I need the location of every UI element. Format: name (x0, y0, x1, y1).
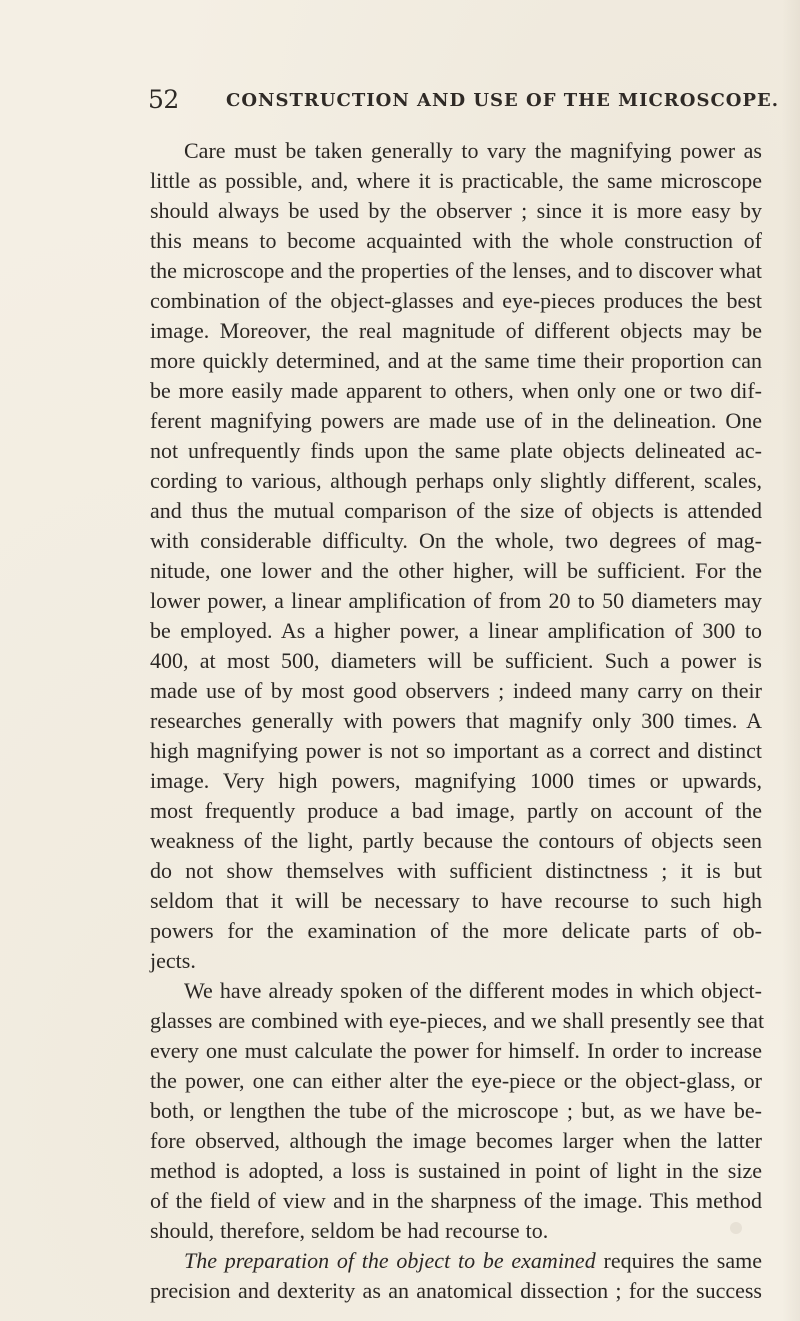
text-line: every one must calculate the power for himself. In order to increase (150, 1038, 762, 1063)
text-line: seldom that it will be necessary to have recourse to such high (150, 888, 762, 913)
text-line: this means to become acquainted with the whole construction of (150, 228, 762, 253)
italic-lead: The preparation of the object to be examined (184, 1248, 596, 1273)
chapter-title: CONSTRUCTION AND USE OF THE MICROSCOPE. (226, 90, 779, 111)
text-line: not unfrequently finds upon the same plate objects delineated ac- (150, 438, 762, 463)
page-number: 52 (148, 85, 179, 114)
text-line: do not show themselves with sufficient distinctness ; it is but (150, 858, 762, 883)
text-line: of the field of view and in the sharpness of the image. This method (150, 1188, 762, 1213)
text-line: high magnifying power is not so important as a correct and distinct (150, 738, 762, 763)
running-head (0, 0, 800, 120)
text-line: weakness of the light, partly because the contours of objects seen (150, 828, 762, 853)
text-line: researches generally with powers that magnify only 300 times. A (150, 708, 762, 733)
paragraph-3 (150, 1246, 762, 1306)
text-line: be more easily made apparent to others, when only one or two dif- (150, 378, 762, 403)
text-line: combination of the object-glasses and eye-pieces produces the best (150, 288, 762, 313)
paragraph-1 (150, 136, 762, 976)
paragraph-3-lead-line (150, 1246, 762, 1276)
text-line: made use of by most good observers ; indeed many carry on their (150, 678, 762, 703)
text-line: jects. (150, 948, 196, 973)
text-line: fore observed, although the image becomes larger when the latter (150, 1128, 762, 1153)
lead-rest: requires the same (595, 1248, 762, 1273)
text-line: Care must be taken generally to vary the magnifying power as (184, 138, 762, 163)
text-line: with considerable difficulty. On the whole, two degrees of mag- (150, 528, 762, 553)
text-line: should, therefore, seldom be had recourse to. (150, 1218, 549, 1243)
text-line: and thus the mutual comparison of the size of objects is attended (150, 498, 762, 523)
text-line: glasses are combined with eye-pieces, and we shall presently see that (150, 1008, 765, 1033)
text-line: nitude, one lower and the other higher, will be sufficient. For the (150, 558, 762, 583)
text-line: most frequently produce a bad image, partly on account of the (150, 798, 762, 823)
paragraph-2 (150, 976, 765, 1246)
text-line: lower power, a linear amplification of from 20 to 50 diameters may (150, 588, 762, 613)
page-edge-shadow (782, 0, 800, 1321)
text-line: 400, at most 500, diameters will be sufficient. Such a power is (150, 648, 762, 673)
text-line: the power, one can either alter the eye-piece or the object-glass, or (150, 1068, 762, 1093)
text-line: little as possible, and, where it is practicable, the same microscope (150, 168, 762, 193)
text-line: image. Very high powers, magnifying 1000 times or upwards, (150, 768, 762, 793)
text-line: We have already spoken of the different modes in which object- (184, 978, 762, 1003)
text-line: powers for the examination of the more delicate parts of ob- (150, 918, 762, 943)
body-text (150, 136, 765, 1306)
text-line: the microscope and the properties of the lenses, and to discover what (150, 258, 762, 283)
text-line: should always be used by the observer ; since it is more easy by (150, 198, 762, 223)
text-line: cording to various, although perhaps only slightly different, scales, (150, 468, 762, 493)
text-line: precision and dexterity as an anatomical dissection ; for the success (150, 1278, 762, 1303)
text-line: image. Moreover, the real magnitude of different objects may be (150, 318, 762, 343)
text-line: method is adopted, a loss is sustained in point of light in the size (150, 1158, 762, 1183)
text-line: both, or lengthen the tube of the microscope ; but, as we have be- (150, 1098, 762, 1123)
text-line: more quickly determined, and at the same time their proportion can (150, 348, 762, 373)
text-line: ferent magnifying powers are made use of in the delineation. One (150, 408, 762, 433)
text-line: be employed. As a higher power, a linear amplification of 300 to (150, 618, 762, 643)
